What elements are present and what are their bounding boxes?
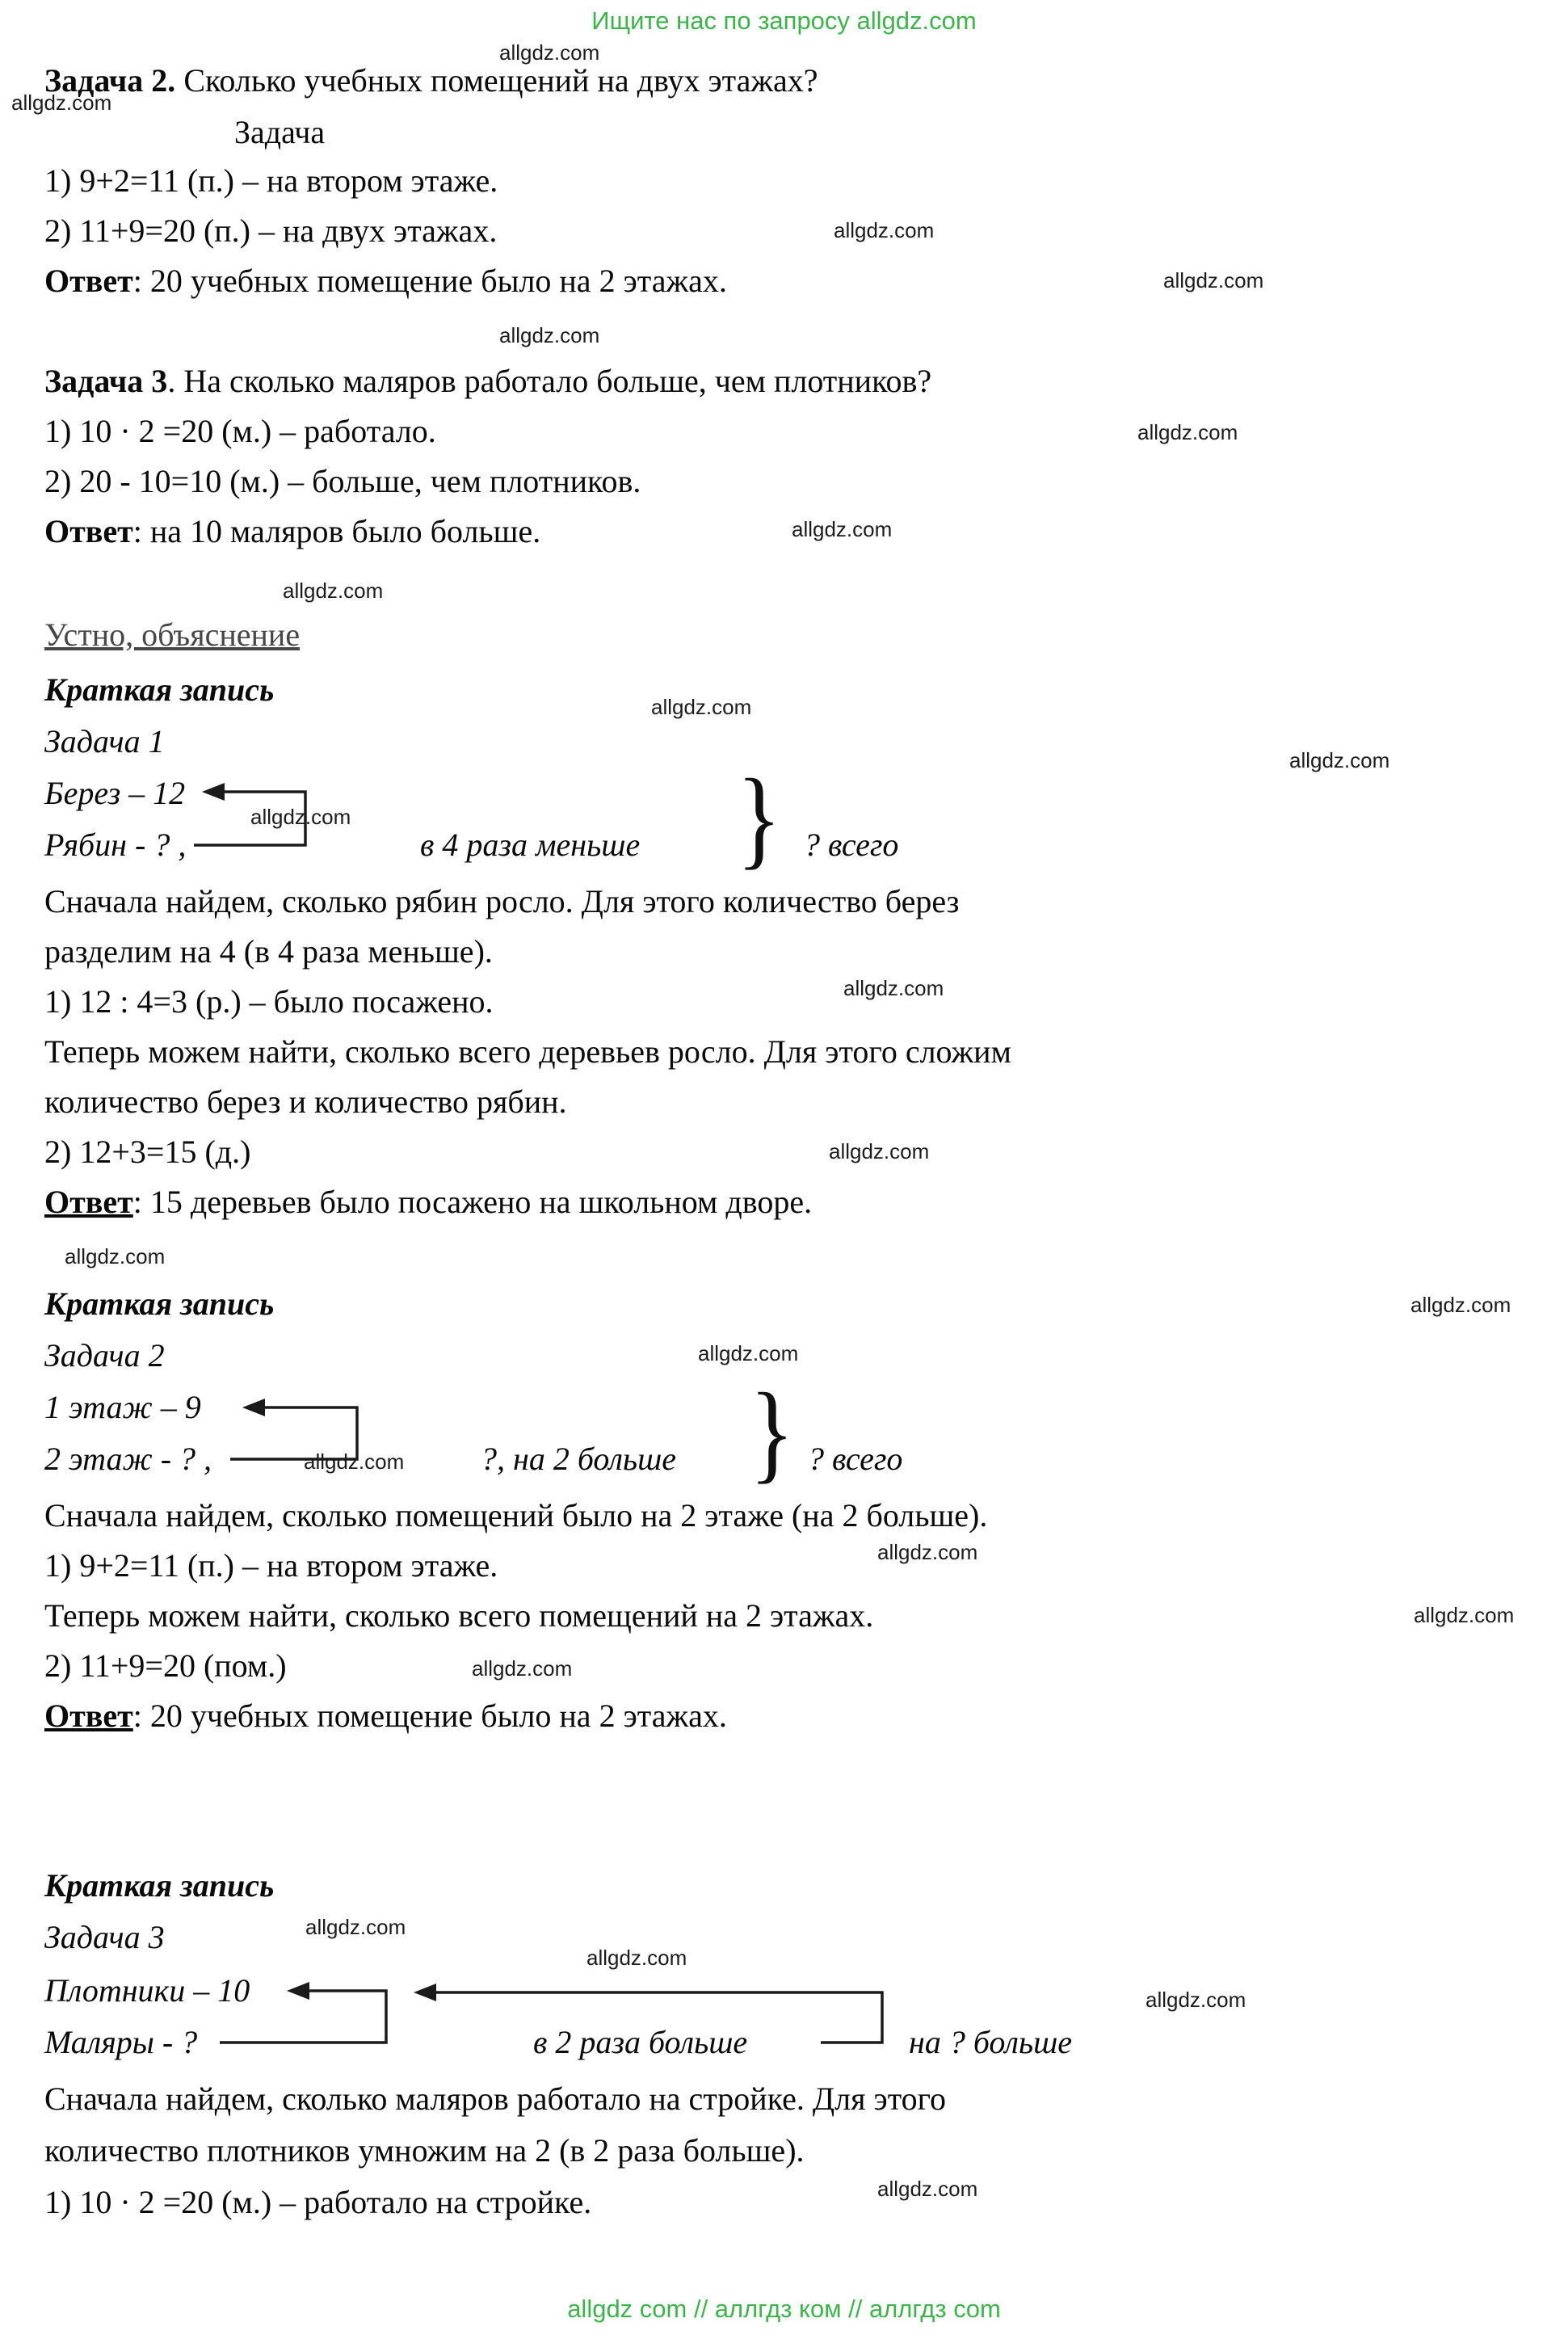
watermark: allgdz.com xyxy=(11,90,112,115)
watermark: allgdz.com xyxy=(843,976,944,1000)
brief3-total: на ? больше xyxy=(909,2024,1073,2060)
task3-title xyxy=(44,362,931,401)
brief2-step-1: 1) 9+2=11 (п.) – на втором этаже. xyxy=(44,1547,498,1584)
brief2-relation: ?, на 2 больше xyxy=(481,1441,677,1477)
brief1-relation: в 4 раза меньше xyxy=(420,827,641,863)
brief3-given-2: Маляры - ? xyxy=(44,2024,198,2060)
answer-label: Ответ xyxy=(44,1698,133,1734)
brief3-explanation-1a: Сначала найдем, сколько маляров работало на стройке. Для этого xyxy=(44,2080,947,2117)
brief1-total: ? всего xyxy=(804,827,899,863)
watermark: allgdz.com xyxy=(1163,268,1264,292)
task3-step-2: 2) 20 - 10=10 (м.) – больше, чем плотников. xyxy=(44,463,641,499)
watermark: allgdz.com xyxy=(472,1656,573,1681)
answer-text: : на 10 маляров было больше. xyxy=(132,513,541,549)
brief1-explanation-1a: Сначала найдем, сколько рябин росло. Для этого количество берез xyxy=(44,883,960,919)
watermark: allgdz.com xyxy=(1146,1988,1246,2012)
watermark: allgdz.com xyxy=(877,2177,978,2201)
brief3-step-1: 1) 10 · 2 =20 (м.) – работало на стройке. xyxy=(44,2184,592,2220)
watermark: allgdz.com xyxy=(586,1946,687,1970)
task2-title-number: Задача 2. xyxy=(44,62,176,99)
brief3-task-label: Задача 3 xyxy=(44,1919,165,1955)
watermark: allgdz.com xyxy=(1414,1603,1515,1627)
promo-header: Ищите нас по запросу allgdz.com xyxy=(591,6,977,35)
brief1-answer xyxy=(44,1183,812,1222)
watermark: allgdz.com xyxy=(65,1244,166,1268)
watermark: allgdz.com xyxy=(792,517,893,541)
brief2-step-2: 2) 11+9=20 (пом.) xyxy=(44,1647,287,1684)
brief3-heading: Краткая запись xyxy=(44,1867,275,1904)
watermark: allgdz.com xyxy=(304,1449,405,1474)
oral-note: Устно, объяснение xyxy=(44,616,301,653)
task2-answer xyxy=(44,262,727,301)
task3-step-1: 1) 10 · 2 =20 (м.) – работало. xyxy=(44,413,436,449)
watermark: allgdz.com xyxy=(1137,420,1238,444)
brief1-step-1: 1) 12 : 4=3 (р.) – было посажено. xyxy=(44,983,494,1020)
watermark: allgdz.com xyxy=(283,578,384,603)
watermark: allgdz.com xyxy=(250,805,351,829)
task2-title-text: Сколько учебных помещений на двух этажах? xyxy=(175,62,818,99)
task2-title xyxy=(44,61,818,100)
answer-text: : 15 деревьев было посажено на школьном дворе. xyxy=(132,1184,813,1220)
brief3-given-1: Плотники – 10 xyxy=(44,1972,250,2009)
watermark: allgdz.com xyxy=(305,1915,406,1939)
brief1-explanation-2b: количество берез и количество рябин. xyxy=(44,1083,567,1120)
brief2-heading: Краткая запись xyxy=(44,1285,275,1322)
task2-step-2: 2) 11+9=20 (п.) – на двух этажах. xyxy=(44,212,498,249)
watermark: allgdz.com xyxy=(698,1341,799,1365)
watermark: allgdz.com xyxy=(829,1139,930,1163)
task2-step-1: 1) 9+2=11 (п.) – на втором этаже. xyxy=(44,162,498,199)
watermark: allgdz.com xyxy=(877,1540,978,1564)
answer-text: : 20 учебных помещение было на 2 этажах. xyxy=(132,1698,727,1734)
brief2-total: ? всего xyxy=(808,1441,903,1477)
brief2-explanation-1: Сначала найдем, сколько помещений было на 2 этаже (на 2 больше). xyxy=(44,1497,988,1534)
brief2-explanation-2: Теперь можем найти, сколько всего помещений на 2 этажах. xyxy=(44,1597,874,1634)
brief2-given-1: 1 этаж – 9 xyxy=(44,1389,201,1425)
brief2-answer xyxy=(44,1697,727,1735)
task2-subtitle: Задача xyxy=(234,114,326,150)
brief3-relation: в 2 раза больше xyxy=(533,2024,748,2060)
answer-text: : 20 учебных помещение было на 2 этажах. xyxy=(132,263,727,299)
brief2-task-label: Задача 2 xyxy=(44,1337,165,1374)
brief1-heading: Краткая запись xyxy=(44,671,275,708)
watermark: allgdz.com xyxy=(1410,1293,1511,1317)
watermark: allgdz.com xyxy=(834,218,935,242)
brief1-explanation-2a: Теперь можем найти, сколько всего деревьев росло. Для этого сложим xyxy=(44,1033,1011,1070)
task3-answer xyxy=(44,512,540,551)
curly-brace-icon: } xyxy=(750,1370,795,1494)
brief1-given-1: Берез – 12 xyxy=(44,775,186,811)
watermark: allgdz.com xyxy=(499,323,600,347)
brief2-given-2: 2 этаж - ? , xyxy=(44,1441,212,1477)
brief3-explanation-1b: количество плотников умножим на 2 (в 2 раза больше). xyxy=(44,2132,805,2169)
curly-brace-icon: } xyxy=(737,756,782,880)
watermark: allgdz.com xyxy=(651,695,752,719)
promo-footer: allgdz com // аллгдз ком // аллгдз com xyxy=(567,2295,1001,2323)
brief1-explanation-1b: разделим на 4 (в 4 раза меньше). xyxy=(44,933,493,970)
task3-title-text: . На сколько маляров работало больше, чем плотников? xyxy=(167,363,932,399)
brief1-given-2: Рябин - ? , xyxy=(44,827,187,863)
brief1-step-2: 2) 12+3=15 (д.) xyxy=(44,1134,251,1170)
watermark: allgdz.com xyxy=(1289,748,1390,772)
answer-label: Ответ xyxy=(44,513,133,549)
task3-title-number: Задача 3 xyxy=(44,363,168,399)
brief1-task-label: Задача 1 xyxy=(44,723,165,759)
watermark: allgdz.com xyxy=(499,40,600,65)
answer-label: Ответ xyxy=(44,263,133,299)
answer-label: Ответ xyxy=(44,1184,133,1220)
